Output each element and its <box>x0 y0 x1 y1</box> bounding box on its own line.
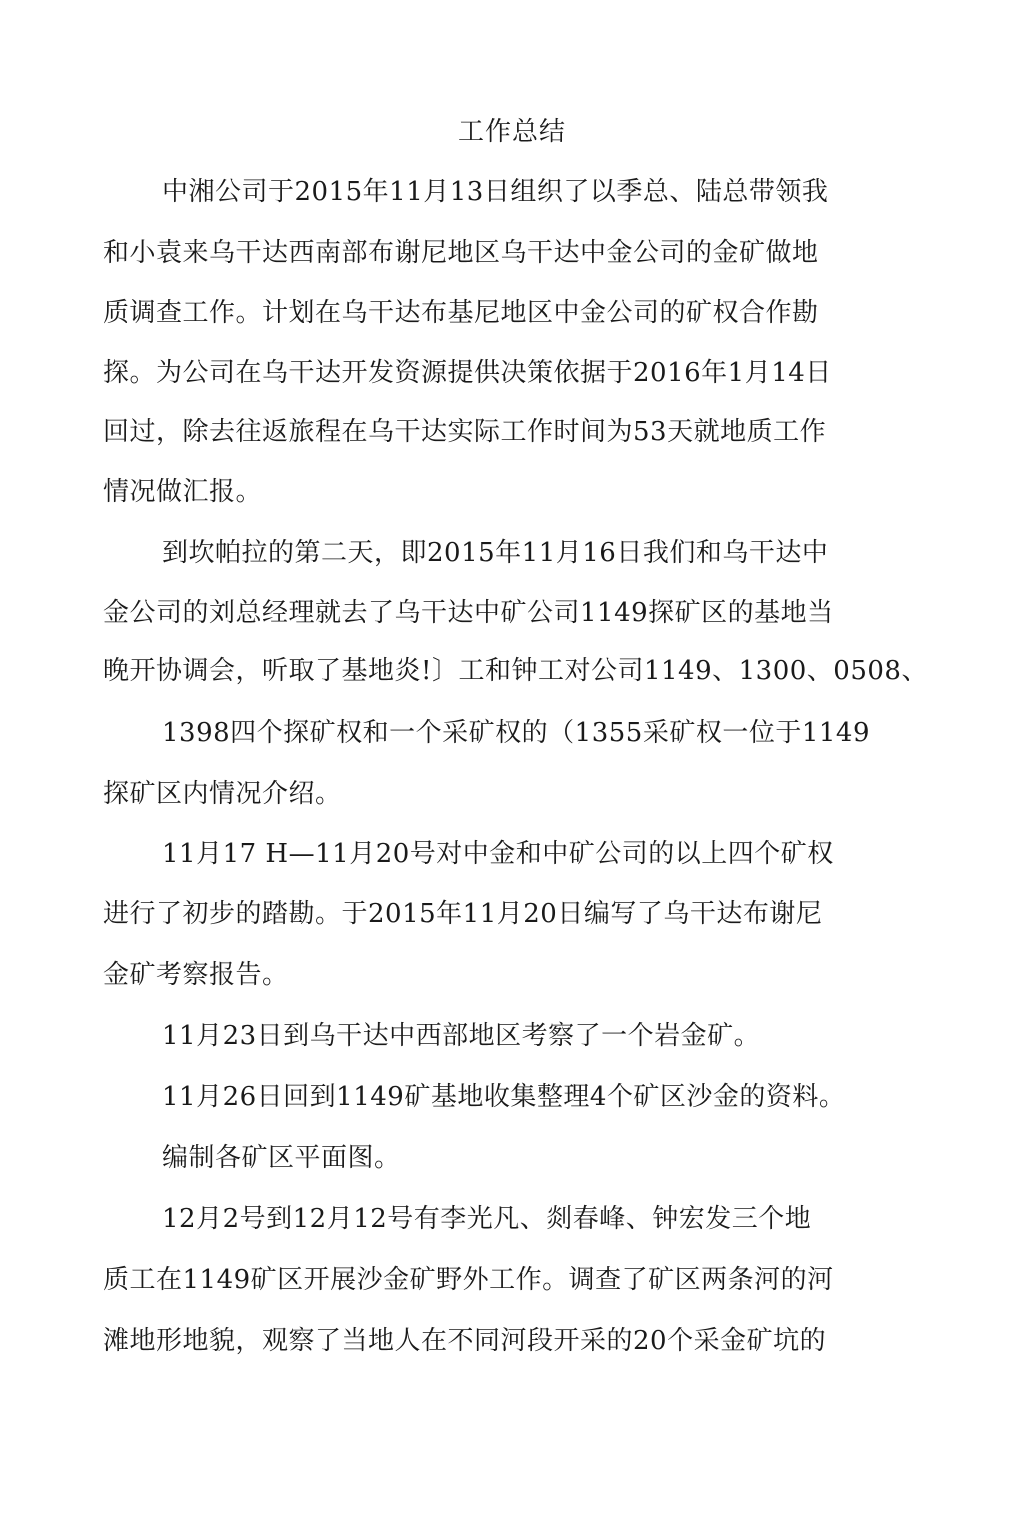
text-line: 和小袁来乌干达西南部布谢尼地区乌干达中金公司的金矿做地 <box>103 238 819 268</box>
text-line: 情况做汇报。 <box>103 477 263 507</box>
text-line: 中湘公司于2015年11月13日组织了以季总、陆总带领我 <box>162 177 829 207</box>
text-line: 质调查工作。计划在乌干达布基尼地区中金公司的矿权合作勘 <box>103 298 819 328</box>
text-line: 金矿考察报告。 <box>103 960 289 990</box>
text-line: 编制各矿区平面图。 <box>162 1143 401 1173</box>
text-line: 探。为公司在乌干达开发资源提供决策依据于2016年1月14日 <box>103 358 832 388</box>
text-line: 12月2号到12月12号有李光凡、剡春峰、钟宏发三个地 <box>162 1204 812 1234</box>
text-line: 晚开协调会，听取了基地炎!〕工和钟工对公司1149、1300、0508、 <box>103 656 928 686</box>
text-line: 质工在1149矿区开展沙金矿野外工作。调查了矿区两条河的河 <box>103 1265 834 1295</box>
text-line: 1398四个探矿权和一个采矿权的（1355采矿权一位于1149 <box>162 718 871 748</box>
text-line: 滩地形地貌，观察了当地人在不同河段开采的20个采金矿坑的 <box>103 1326 827 1356</box>
text-line: 11月17 H—11月20号对中金和中矿公司的以上四个矿权 <box>162 839 834 869</box>
text-line: 探矿区内情况介绍。 <box>103 779 342 809</box>
text-line: 11月26日回到1149矿基地收集整理4个矿区沙金的资料。 <box>162 1082 846 1112</box>
text-line: 进行了初步的踏勘。于2015年11月20日编写了乌干达布谢尼 <box>103 899 823 929</box>
document-title: 工作总结 <box>457 117 566 147</box>
text-line: 金公司的刘总经理就去了乌干达中矿公司1149探矿区的基地当 <box>103 598 834 628</box>
text-line: 回过，除去往返旅程在乌干达实际工作时间为53天就地质工作 <box>103 417 827 447</box>
text-line: 到坎帕拉的第二天，即2015年11月16日我们和乌干达中 <box>162 538 829 568</box>
text-line: 11月23日到乌干达中西部地区考察了一个岩金矿。 <box>162 1021 761 1051</box>
